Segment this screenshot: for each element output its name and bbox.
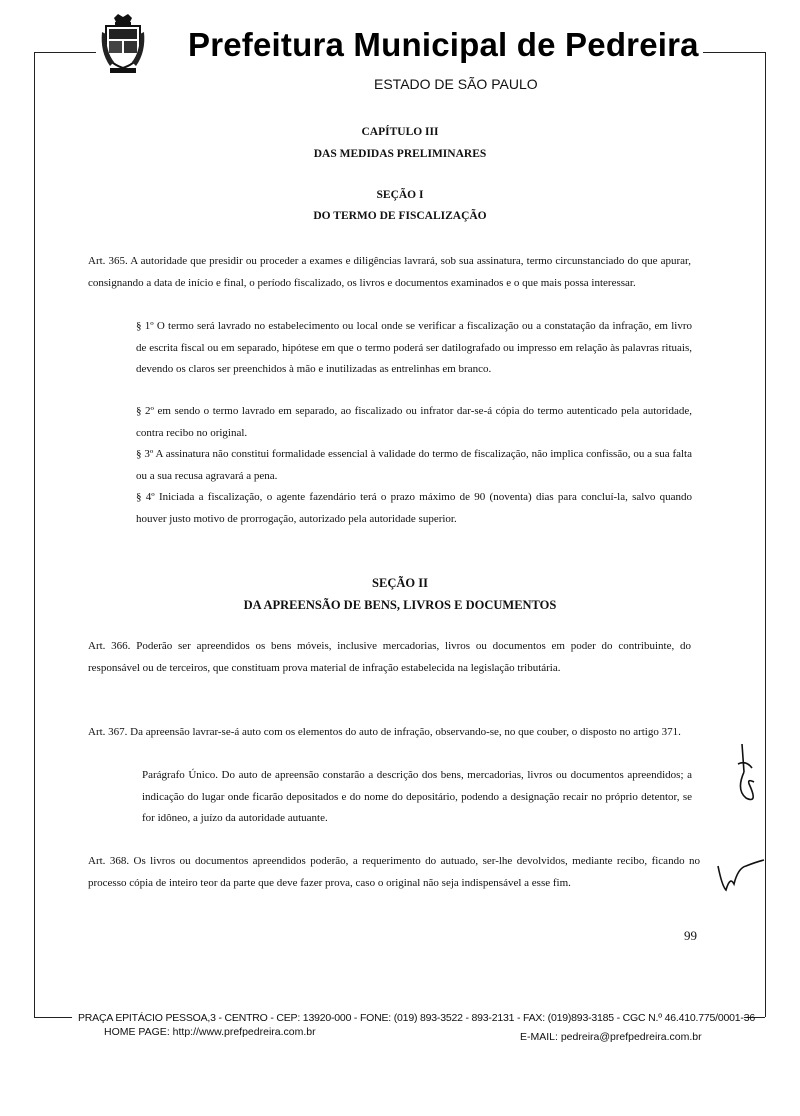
header-rule-left: [34, 52, 96, 53]
article-365-paragraph-2: § 2º em sendo o termo lavrado em separado, ao fiscalizado ou infrator dar-se-á cópia do termo autenticado pela autoridade, contra recibo no original.: [136, 405, 692, 439]
article-366: Art. 366. Poderão ser apreendidos os bens móveis, inclusive mercadorias, livros ou documentos em poder do contribuinte, do responsável ou de terceiros, que constituam prova material de infração estabelecida na legislação tributária.: [88, 640, 691, 674]
municipal-crest-icon: [100, 12, 146, 76]
state-name: ESTADO DE SÃO PAULO: [374, 76, 538, 92]
article-367-sole-paragraph: Parágrafo Único. Do auto de apreensão constarão a descrição dos bens, mercadorias, livros ou documentos apreendidos; a indicação do lugar onde ficarão depositados e do nome do depositário, podendo a designação recair no próprio detentor, se for idôneo, a juízo da autoridade autuante.: [142, 769, 692, 824]
article-365: Art. 365. A autoridade que presidir ou proceder a exames e diligências lavrará, sob sua assinatura, termo circunstanciado do que apurar, consignando a data de início e final, o período fiscalizado, os livros e documentos examinados e o que mais possa interessar.: [88, 255, 691, 289]
header-rule-right: [703, 52, 765, 53]
municipality-title: Prefeitura Municipal de Pedreira: [188, 26, 699, 63]
footer-rule-left: [34, 1017, 72, 1018]
article-365-paragraph-3: § 3º A assinatura não constitui formalidade essencial à validade do termo de fiscalização, não implica confissão, ou a sua falta ou a sua recusa agravará a pena.: [136, 448, 692, 482]
article-368: Art. 368. Os livros ou documentos apreendidos poderão, a requerimento do autuado, ser-lhe devolvidos, mediante recibo, ficando no processo cópia de inteiro teor da parte que deve fazer prova, caso o original não seja indispensável a esse fim.: [88, 855, 700, 889]
footer-address: PRAÇA EPITÁCIO PESSOA,3 - CENTRO - CEP: 13920-000 - FONE: (019) 893-3522 - 893-2131 - FAX: (019)893-3185 - CGC N.º 46.410.775/0001-36: [78, 1012, 755, 1024]
article-365-paragraph-4: § 4º Iniciada a fiscalização, o agente fazendário terá o prazo máximo de 90 (noventa) dias para concluí-la, salvo quando houver justo motivo de prorrogação, autorizado pela autoridade superior.: [136, 491, 692, 525]
footer-email: E-MAIL: pedreira@prefpedreira.com.br: [520, 1031, 702, 1043]
footer-homepage: HOME PAGE: http://www.prefpedreira.com.br: [104, 1026, 316, 1038]
article-365-paragraph-1: § 1º O termo será lavrado no estabelecimento ou local onde se verificar a fiscalização ou a constatação da infração, em livro de escrita fiscal ou em separado, hipótese em que o termo poderá ser datilografado ou impresso em relação às palavras rituais, devendo os claros ser preenchidos à mão e inutilizadas as entrelinhas em branco.: [136, 320, 692, 375]
section-1-number: SEÇÃO I: [376, 189, 424, 201]
margin-initials-icon: [728, 742, 768, 822]
page-number: 99: [684, 928, 697, 943]
chapter-number: CAPÍTULO III: [361, 126, 439, 138]
section-2-number: SEÇÃO II: [372, 576, 428, 590]
margin-signature-icon: [716, 856, 766, 896]
article-367: Art. 367. Da apreensão lavrar-se-á auto com os elementos do auto de infração, observando-se, no que couber, o disposto no artigo 371.: [88, 726, 681, 738]
section-2-title: DA APREENSÃO DE BENS, LIVROS E DOCUMENTOS: [243, 598, 557, 612]
section-1-title: DO TERMO DE FISCALIZAÇÃO: [313, 210, 487, 222]
chapter-title: DAS MEDIDAS PRELIMINARES: [313, 148, 487, 160]
